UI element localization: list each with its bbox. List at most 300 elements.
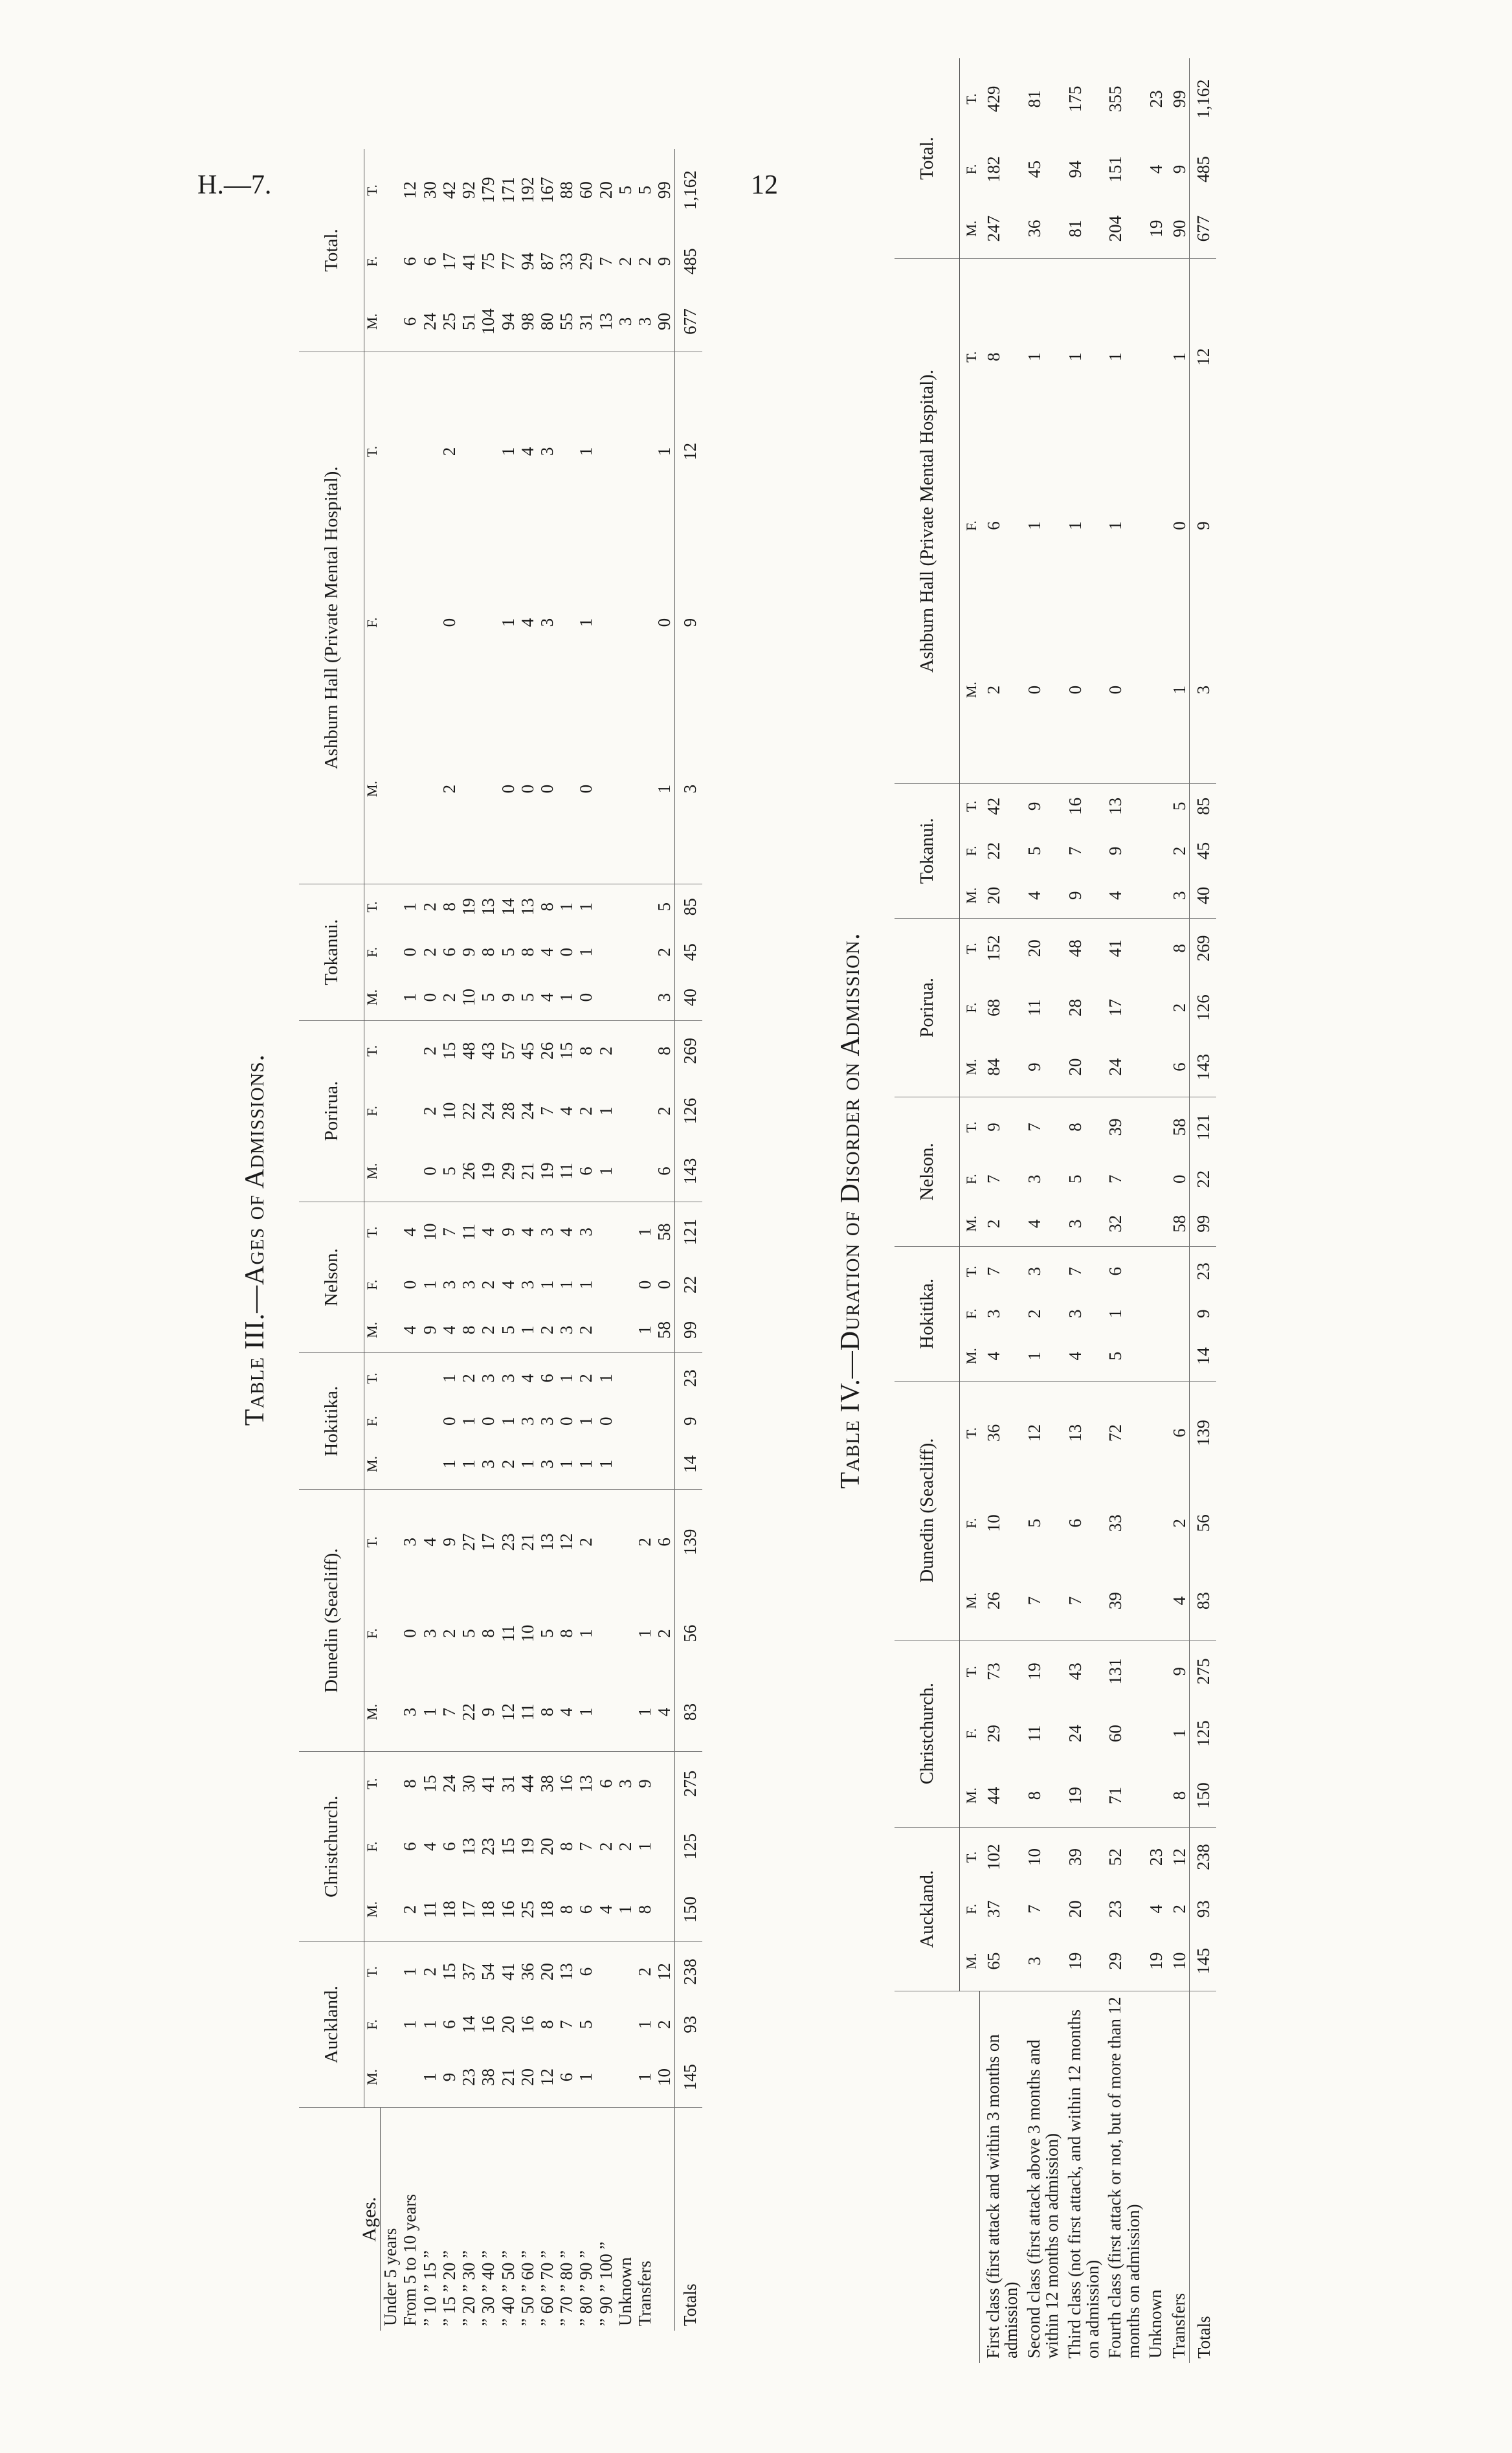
table-cell: 2	[478, 1307, 498, 1353]
table-cell	[635, 930, 654, 975]
table-cell	[654, 1752, 674, 1815]
column-group-header: Hokitika.	[299, 1353, 364, 1490]
table-cell: 1	[635, 1842, 655, 1852]
table-cell: 152	[983, 935, 1003, 962]
table-cell	[381, 149, 401, 231]
table-cell: 1	[420, 1673, 439, 1752]
mft-subheader: F.	[364, 2019, 380, 2030]
table-row	[381, 149, 401, 2331]
table-cell: 90	[654, 291, 674, 352]
table-cell: 1	[1021, 1332, 1062, 1381]
table-row	[459, 149, 478, 2331]
table-cell: 2	[635, 256, 655, 266]
table-cell	[478, 551, 498, 695]
table-cell	[596, 1595, 616, 1673]
table-cell: 13	[557, 1963, 577, 1981]
table-cell: 4	[1146, 1905, 1166, 1914]
table-cell: 26	[980, 1562, 1021, 1640]
table-cell: 4	[517, 1227, 537, 1237]
table-cell: 3	[537, 618, 557, 627]
table-cell: 11	[420, 1878, 439, 1942]
mft-subheader: M.	[960, 1332, 980, 1381]
table-cell: 24	[439, 1775, 459, 1793]
table-cell	[635, 1020, 654, 1081]
table-cell: 13	[576, 1775, 596, 1793]
table-cell: 9	[1021, 1037, 1062, 1097]
table-cell: 269	[1190, 918, 1216, 978]
table-cell: 3	[1190, 596, 1216, 783]
table-cell: 0	[420, 975, 439, 1021]
table-cell	[381, 1081, 401, 1141]
table-cell: 1	[537, 1280, 557, 1290]
table-cell: 94	[498, 291, 518, 352]
table-cell: 9	[478, 1673, 498, 1752]
table-cell: 139	[1190, 1381, 1216, 1484]
table-cell	[459, 551, 478, 695]
table-cell: 247	[980, 199, 1021, 258]
table-cell	[1142, 1202, 1166, 1247]
table-cell: 5	[518, 975, 537, 1021]
table-cell: 13	[459, 1837, 479, 1855]
table-cell: 20	[537, 1837, 557, 1855]
table-cell: 1	[557, 1374, 577, 1383]
table-cell: 9	[498, 975, 518, 1021]
table-cell: 3	[517, 1280, 537, 1290]
table-cell: 12	[498, 1673, 518, 1752]
table-cell: 2	[419, 1967, 439, 1977]
table-cell: 26	[537, 1042, 557, 1060]
mft-subheader: T.	[364, 185, 380, 196]
table-cell: 238	[674, 1942, 702, 2002]
table-cell: 7	[1062, 1562, 1102, 1640]
table-cell: 11	[1024, 1725, 1044, 1742]
table-cell: 3	[1062, 1202, 1102, 1247]
table-cell: 58	[1170, 1118, 1190, 1136]
table-cell	[635, 1403, 654, 1439]
table-cell	[400, 1439, 419, 1489]
table-cell: 126	[1190, 978, 1216, 1037]
row-label: ” 90 ” 100 ”	[595, 2241, 616, 2326]
table-cell: 2	[576, 1538, 596, 1547]
table-cell	[420, 352, 439, 551]
table-cell: 19	[1024, 1663, 1044, 1681]
table-cell: 2	[439, 695, 459, 884]
mft-subheader: M.	[364, 1878, 381, 1942]
table-cell: 2	[498, 1439, 518, 1489]
table-cell: 1	[459, 1439, 478, 1489]
table-cell	[596, 1262, 616, 1308]
table-cell: 20	[1065, 1900, 1085, 1918]
table-cell: 8	[439, 902, 459, 912]
table-cell	[381, 975, 401, 1021]
table-cell: 10	[983, 1514, 1003, 1532]
table-cell: 2	[419, 1106, 439, 1115]
table-cell: 10	[459, 975, 478, 1021]
table-4-title: Table IV.—Duration of Disorder on Admission.	[836, 932, 865, 1489]
table-cell	[420, 695, 439, 884]
column-group-header: Hokitika.	[895, 1246, 960, 1381]
table-cell: 9	[1190, 1296, 1216, 1332]
table-cell: 99	[1170, 90, 1190, 108]
row-label: ” 50 ” 60 ”	[517, 2250, 537, 2326]
table-cell: 20	[537, 1963, 557, 1981]
table-cell: 6	[576, 1141, 595, 1202]
table-cell: 16	[498, 1878, 518, 1942]
table-cell: 73	[983, 1663, 1003, 1681]
table-cell: 182	[983, 156, 1003, 183]
table-cell: 485	[674, 231, 702, 291]
mft-subheader: T.	[364, 1045, 380, 1057]
table-cell	[1142, 978, 1166, 1037]
table-cell: 150	[1190, 1764, 1216, 1827]
table-cell: 9	[439, 1538, 459, 1547]
table-cell: 13	[517, 898, 537, 916]
table-cell	[381, 551, 401, 695]
table-cell	[381, 1020, 401, 1081]
table-cell	[616, 1403, 635, 1439]
table-cell: 5	[459, 1629, 479, 1638]
table-cell: 3	[498, 1374, 518, 1383]
table-cell: 58	[1166, 1202, 1190, 1247]
table-cell: 0	[1102, 596, 1142, 783]
mft-subheader: F.	[364, 256, 380, 267]
column-group-header: Auckland.	[299, 1942, 364, 2108]
table-cell: 4	[478, 1227, 498, 1237]
table-cell	[400, 695, 419, 884]
table-cell: 1	[518, 1307, 537, 1353]
table-cell: 18	[537, 1878, 557, 1942]
table-cell: 5	[1065, 1174, 1085, 1184]
table-cell: 9	[420, 1307, 439, 1353]
table-cell: 99	[1190, 1202, 1216, 1247]
table-cell: 81	[1062, 199, 1102, 258]
table-cell: 68	[983, 998, 1003, 1016]
table-cell: 151	[1106, 156, 1126, 183]
table-cell: 1	[1106, 352, 1126, 362]
table-cell: 8	[557, 1842, 577, 1852]
table-cell	[616, 1439, 635, 1489]
table-cell: 4	[517, 447, 537, 456]
table-cell: 2	[419, 947, 439, 957]
table-cell: 20	[980, 873, 1021, 919]
mft-subheader: M.	[960, 1562, 980, 1640]
table-cell: 4	[1102, 873, 1142, 919]
table-cell	[557, 352, 576, 551]
table-cell: 2	[595, 1842, 616, 1852]
row-label: Under 5 years	[381, 2228, 401, 2326]
table-cell	[616, 1353, 635, 1403]
table-cell: 6	[654, 1141, 674, 1202]
table-cell: 9	[1170, 164, 1190, 174]
table-cell: 7	[1065, 846, 1085, 856]
table-cell: 8	[1166, 1764, 1190, 1827]
table-cell: 3	[537, 1439, 557, 1489]
table-cell: 2	[980, 596, 1021, 783]
row-label: ” 80 ” 90 ”	[576, 2250, 596, 2326]
table-cell: 9	[459, 947, 479, 957]
table-cell: 11	[459, 1224, 479, 1241]
table-cell: 6	[1170, 1428, 1190, 1438]
table-cell: 2	[1170, 1003, 1190, 1013]
table-cell: 2	[1170, 846, 1190, 856]
table-cell: 23	[1146, 90, 1166, 108]
class-column-header	[895, 1991, 980, 2364]
table-cell: 2	[654, 1629, 674, 1638]
table-cell	[381, 1942, 401, 2002]
table-cell: 1	[557, 1280, 577, 1290]
table-cell: 2	[439, 1629, 459, 1638]
table-cell	[635, 975, 654, 1021]
table-cell	[654, 1403, 674, 1439]
table-cell: 8	[1065, 1123, 1085, 1132]
table-cell: 6	[595, 1779, 616, 1788]
table-cell	[596, 884, 616, 930]
table-cell: 5	[635, 185, 655, 195]
table-cell	[400, 1403, 419, 1439]
table-cell: 21	[517, 1533, 537, 1551]
table-cell: 7	[983, 1267, 1003, 1276]
table-cell: 19	[1142, 199, 1166, 258]
table-cell	[478, 695, 498, 884]
table-cell: 16	[517, 2015, 537, 2033]
table-cell: 39	[1102, 1562, 1142, 1640]
table-cell	[596, 930, 616, 975]
table-cell	[616, 975, 635, 1021]
mft-subheader: T.	[963, 943, 979, 954]
table-row	[478, 149, 498, 2331]
table-cell	[616, 695, 635, 884]
table-cell: 143	[1190, 1037, 1216, 1097]
table-cell	[381, 1262, 401, 1308]
table-cell: 121	[1190, 1097, 1216, 1157]
table-cell: 9	[1190, 455, 1216, 597]
mft-subheader: M.	[364, 1439, 381, 1489]
table-cell: 94	[1065, 160, 1085, 178]
table-cell: 20	[595, 181, 616, 199]
row-label: ” 15 ” 20 ”	[439, 2250, 459, 2326]
table-cell: 8	[459, 1307, 478, 1353]
table-cell: 1	[419, 1280, 439, 1290]
table-cell: 5	[439, 1141, 459, 1202]
mft-subheader: M.	[960, 596, 980, 783]
table-cell: 0	[576, 975, 595, 1021]
table-row	[420, 149, 439, 2331]
table-cell: 92	[459, 181, 479, 199]
table-cell: 45	[1190, 829, 1216, 873]
table-cell: 0	[478, 1417, 498, 1426]
table-cell: 4	[517, 618, 537, 627]
table-cell: 19	[537, 1141, 557, 1202]
table-cell: 2	[439, 447, 459, 456]
table-cell: 0	[595, 1417, 616, 1426]
column-group-header: Nelson.	[895, 1097, 960, 1247]
table-cell	[616, 352, 635, 551]
table-cell: 23	[1146, 1848, 1166, 1866]
table-cell	[400, 1081, 419, 1141]
table-cell: 9	[674, 551, 702, 695]
table-cell	[381, 1403, 401, 1439]
table-cell: 0	[518, 695, 537, 884]
table-cell: 17	[478, 1533, 498, 1551]
table-cell	[381, 1752, 401, 1815]
table-cell: 4	[557, 1227, 577, 1237]
table-cell: 4	[980, 1332, 1021, 1381]
table-cell: 3	[616, 291, 635, 352]
table-cell: 6	[439, 947, 459, 957]
table-cell: 6	[557, 2047, 576, 2108]
mft-subheader: M.	[364, 975, 381, 1021]
table-cell	[381, 1673, 401, 1752]
table-cell: 1	[596, 1141, 616, 1202]
table-cell: 15	[419, 1775, 439, 1793]
table-cell: 1	[635, 2047, 654, 2108]
table-cell: 45	[517, 1042, 537, 1060]
table-cell	[596, 975, 616, 1021]
totals-row	[674, 149, 702, 2331]
table-cell: 7	[595, 256, 616, 266]
table-cell: 1	[576, 1280, 596, 1290]
table-cell: 60	[1106, 1725, 1126, 1743]
table-cell: 145	[1190, 1931, 1216, 1991]
table-cell: 7	[557, 2020, 577, 2029]
table-cell: 1	[518, 1439, 537, 1489]
table-cell: 1	[557, 902, 577, 912]
table-cell: 13	[596, 291, 616, 352]
table-cell: 17	[1106, 998, 1126, 1016]
table-row	[596, 149, 616, 2331]
table-cell: 16	[557, 1775, 577, 1793]
table-cell	[635, 695, 654, 884]
table-cell: 29	[1102, 1931, 1142, 1991]
mft-subheader: M.	[364, 1141, 381, 1202]
table-cell: 3	[537, 1417, 557, 1426]
table-row	[980, 58, 1021, 2363]
table-cell: 16	[1065, 797, 1085, 815]
table-cell	[381, 1141, 401, 1202]
table-cell: 8	[537, 1673, 557, 1752]
table-3-title: Table III.—Ages of Admissions.	[240, 1053, 270, 1426]
table-cell	[1142, 873, 1166, 919]
table-cell: 238	[1190, 1827, 1216, 1887]
mft-subheader: F.	[963, 1903, 979, 1914]
table-cell: 7	[576, 1842, 596, 1852]
table-cell: 0	[400, 947, 420, 957]
table-cell	[616, 1595, 635, 1673]
table-cell: 11	[498, 1625, 518, 1642]
table-cell: 0	[557, 947, 577, 957]
table-cell	[1142, 1640, 1166, 1703]
table-cell: 83	[1190, 1562, 1216, 1640]
table-cell: 8	[557, 1629, 577, 1638]
table-cell: 10	[517, 1624, 537, 1642]
table-cell: 2	[1024, 1309, 1044, 1318]
table-cell	[616, 1673, 635, 1752]
table-cell: 25	[439, 291, 459, 352]
table-cell: 3	[517, 1417, 537, 1426]
table-cell: 3	[478, 1439, 498, 1489]
table-row	[537, 149, 557, 2331]
table-cell	[478, 352, 498, 551]
mft-subheader: M.	[960, 1764, 980, 1827]
mft-subheader: T.	[364, 1226, 380, 1238]
table-cell: 93	[674, 2002, 702, 2047]
ages-of-admissions-table	[299, 149, 702, 2331]
table-cell: 90	[1166, 199, 1190, 258]
table-cell: 1	[576, 902, 596, 912]
table-cell: 23	[1190, 1246, 1216, 1295]
table-cell: 56	[674, 1595, 702, 1673]
mft-subheader: T.	[963, 800, 979, 812]
table-cell: 2	[654, 1106, 674, 1115]
mft-subheader: T.	[963, 1121, 979, 1133]
table-row	[1102, 58, 1142, 2363]
row-label: ” 20 ” 30 ”	[459, 2250, 479, 2326]
table-cell: 45	[674, 930, 702, 975]
table-cell: 85	[674, 884, 702, 930]
table-cell: 8	[983, 352, 1003, 362]
table-cell: 8	[1021, 1764, 1062, 1827]
table-cell: 23	[459, 2047, 478, 2108]
table-cell: 7	[439, 1673, 459, 1752]
mft-subheader: F.	[364, 1106, 380, 1117]
table-cell	[635, 1141, 654, 1202]
table-cell	[459, 352, 478, 551]
table-row	[576, 149, 595, 2331]
table-cell: 1	[576, 2047, 595, 2108]
table-cell: 0	[537, 695, 557, 884]
table-cell: 8	[635, 1878, 654, 1942]
table-cell: 1	[596, 1439, 616, 1489]
table-cell: 57	[498, 1042, 518, 1060]
table-cell: 179	[478, 177, 498, 203]
mft-subheader: M.	[960, 199, 980, 258]
table-cell: 175	[1065, 85, 1085, 113]
mft-subheader: F.	[364, 1416, 380, 1427]
table-cell: 1	[1166, 596, 1190, 783]
table-cell: 9	[1106, 846, 1126, 856]
table-cell: 8	[1170, 944, 1190, 953]
table-cell: 5	[498, 1307, 518, 1353]
table-cell: 1	[400, 2020, 420, 2029]
table-cell: 24	[478, 1102, 498, 1120]
table-cell	[381, 352, 401, 551]
table-cell: 269	[674, 1020, 702, 1081]
table-cell: 1	[635, 2020, 655, 2029]
table-cell: 55	[557, 291, 576, 352]
table-cell: 10	[654, 2047, 674, 2108]
table-cell	[1142, 1097, 1166, 1157]
table-cell: 33	[1106, 1514, 1126, 1532]
table-row	[557, 149, 576, 2331]
table-cell: 19	[1062, 1764, 1102, 1827]
table-cell: 20	[498, 2015, 518, 2033]
table-cell	[557, 551, 576, 695]
table-cell: 4	[439, 1307, 459, 1353]
table-cell	[616, 1262, 635, 1308]
table-cell: 15	[557, 1042, 577, 1060]
table-cell: 19	[1062, 1931, 1102, 1991]
table-cell: 12	[1170, 1848, 1190, 1866]
table-cell: 41	[1106, 939, 1126, 958]
table-cell: 3	[1166, 873, 1190, 919]
table-cell: 5	[1102, 1332, 1142, 1381]
row-label: From 5 to 10 years	[400, 2194, 420, 2326]
table-cell: 1	[576, 447, 596, 456]
table-cell: 2	[1170, 1519, 1190, 1528]
table-cell: 5	[654, 902, 674, 912]
table-cell: 40	[1190, 873, 1216, 919]
table-cell: 14	[459, 2015, 479, 2033]
